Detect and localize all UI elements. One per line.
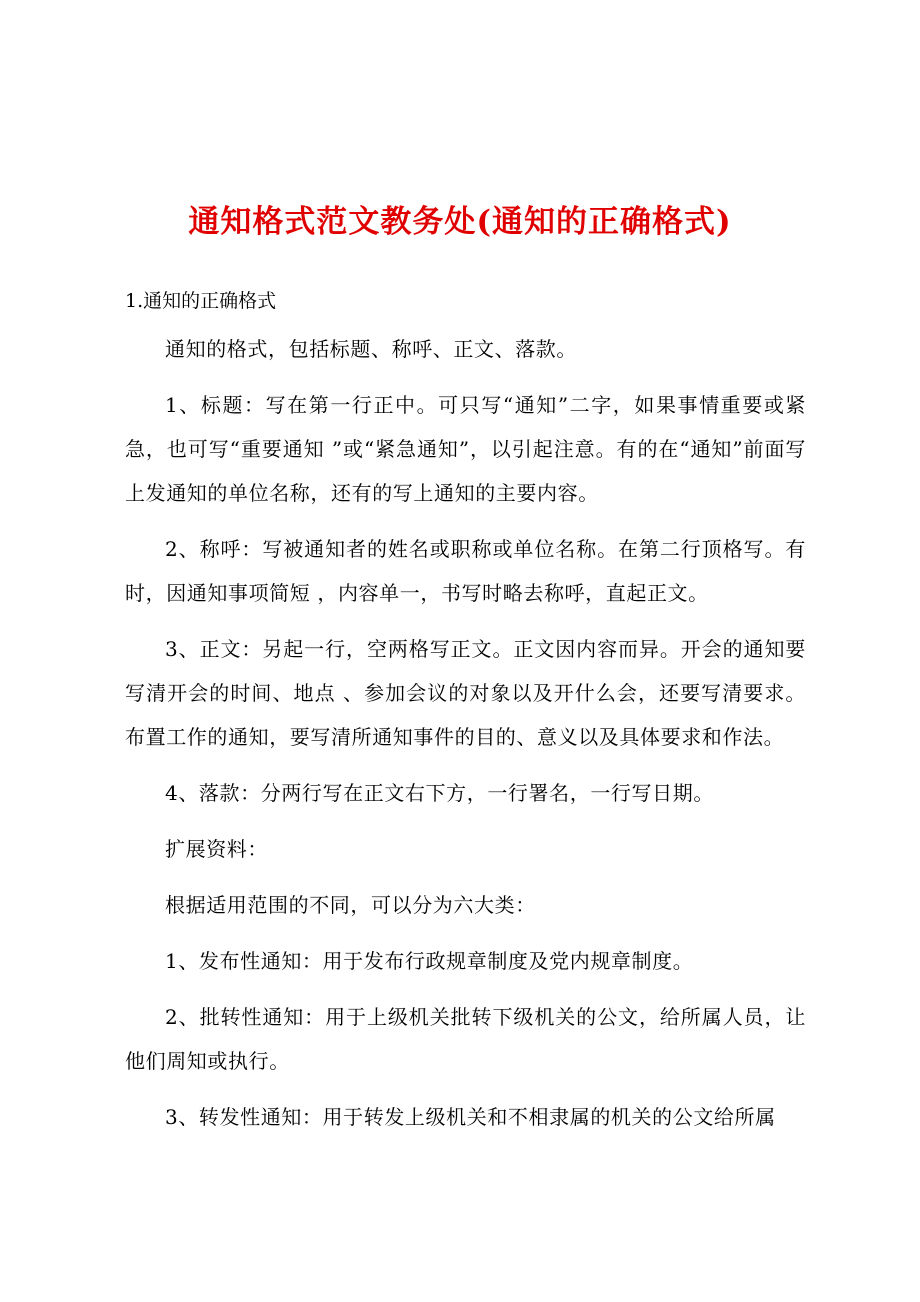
paragraph-category-publish: 1、发布性通知：用于发布行政规章制度及党内规章制度。 [165, 949, 694, 973]
paragraph-category-forward: 3、转发性通知：用于转发上级机关和不相隶属的机关的公文给所属 [165, 1105, 776, 1129]
paragraph-signature-rule: 4、落款：分两行写在正文右下方，一行署名，一行写日期。 [165, 781, 714, 805]
paragraph-category-approve: 2、批转性通知：用于上级机关批转下级机关的公文，给所属人员，让他们周知或执行。 [125, 1005, 806, 1073]
paragraph-extended-heading: 扩展资料： [165, 837, 268, 861]
document-body [125, 327, 806, 1151]
paragraph-format-overview: 通知的格式，包括标题、称呼、正文、落款。 [165, 337, 577, 361]
paragraph-title-rule: 1、标题：写在第一行正中。可只写“通知”二字，如果事情重要或紧急，也可写“重要通知 ”或“紧急通知”，以引起注意。有的在“通知”前面写上发通知的单位名称，还有的写上通知的主要内容。 [125, 393, 806, 505]
section-heading: 1.通知的正确格式 [125, 290, 277, 312]
paragraph-salutation-rule: 2、称呼：写被通知者的姓名或职称或单位名称。在第二行顶格写。有时，因通知事项简短 ，内容单一，书写时略去称呼，直起正文。 [125, 537, 806, 605]
paragraph-body-rule: 3、正文：另起一行，空两格写正文。正文因内容而异。开会的通知要写清开会的时间、地点 、参加会议的对象以及开什么会，还要写清要求。布置工作的通知，要写清所通知事件的目的、意义以及具体要求和作法。 [125, 637, 806, 749]
paragraph-categories-intro: 根据适用范围的不同，可以分为六大类： [165, 893, 536, 917]
document-title: 通知格式范文教务处(通知的正确格式) [188, 204, 732, 240]
